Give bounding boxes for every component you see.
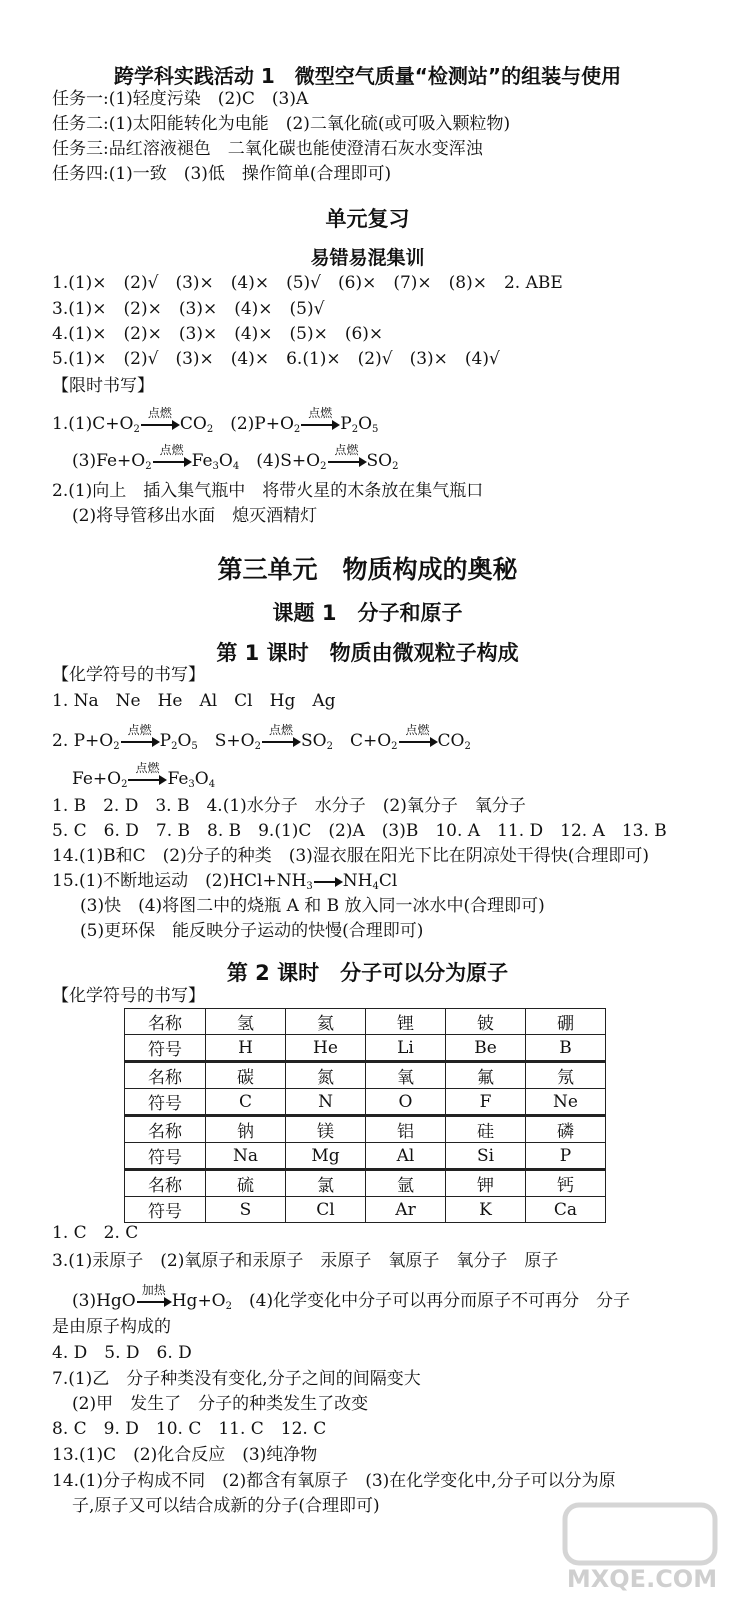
error-training-heading: 易错易混集训 xyxy=(310,247,425,269)
task-3: 任务三:品红溶液褪色 二氧化碳也能使澄清石灰水变浑浊 xyxy=(52,139,483,159)
table-row: 名称 硫 氯 氩 钾 钙 xyxy=(125,1170,606,1197)
gas-line-2: (2)将导管移出水面 熄灭酒精灯 xyxy=(72,506,318,526)
reaction-arrow: 点燃 xyxy=(398,730,438,752)
gas-line-1: 2.(1)向上 插入集气瓶中 将带火星的木条放在集气瓶口 xyxy=(52,481,484,501)
p2-answer-13: 13.(1)C (2)化合反应 (3)纯净物 xyxy=(52,1445,318,1465)
p2-answer-7: 7.(1)乙 分子种类没有变化,分子之间的间隔变大 xyxy=(52,1369,421,1389)
task-2: 任务二:(1)太阳能转化为电能 (2)二氧化硫(或可吸入颗粒物) xyxy=(52,114,511,134)
p2-answer-3c: 是由原子构成的 xyxy=(52,1317,171,1337)
unit-review-heading: 单元复习 xyxy=(325,207,410,231)
review-line-3: 4.(1)× (2)× (3)× (4)× (5)× (6)× xyxy=(52,324,384,344)
equation-line-4: $Fe+O_2$ 点燃 $Fe_3O_4$ xyxy=(72,761,216,790)
p1-answers-3: 14.(1)B和C (2)分子的种类 (3)湿衣服在阳光下比在阴凉处干得快(合理即可) xyxy=(52,846,650,866)
equation-line-2: $(3)Fe+O_2$ 点燃 $Fe_3O_4$ $(4)S+O_2$ 点燃 $SO_2$ xyxy=(72,443,399,472)
p2-answer-1: 1. C 2. C xyxy=(52,1223,139,1243)
table-row: 符号 C N O F Ne xyxy=(125,1089,606,1116)
symbol-writing-label-2: 【化学符号的书写】 xyxy=(52,986,205,1006)
p1-answers-2: 5. C 6. D 7. B 8. B 9.(1)C (2)A (3)B 10. A 11. D 12. A 13. B xyxy=(52,821,667,841)
reaction-arrow: 加热 xyxy=(136,1290,172,1312)
reaction-arrow: 点燃 xyxy=(127,768,167,790)
reaction-arrow: 点燃 xyxy=(261,730,301,752)
task-1: 任务一:(1)轻度污染 (2)C (3)A xyxy=(52,89,309,109)
table-row: 符号 Na Mg Al Si P xyxy=(125,1143,606,1170)
p2-answer-8: 8. C 9. D 10. C 11. C 12. C xyxy=(52,1419,327,1439)
reaction-arrow: 点燃 xyxy=(300,413,340,435)
activity-title: 跨学科实践活动 1 微型空气质量“检测站”的组装与使用 xyxy=(113,64,622,88)
unit3-title: 第三单元 物质构成的奥秘 xyxy=(217,555,518,584)
q15-line-1: 15.(1)不断地运动 $(2)HCl+NH_3$ $NH_4Cl$ xyxy=(52,871,398,892)
review-line-1: 1.(1)× (2)√ (3)× (4)× (5)√ (6)× (7)× (8)× 2. ABE xyxy=(52,273,563,293)
task-4: 任务四:(1)一致 (3)低 操作简单(合理即可) xyxy=(52,164,392,184)
p2-answer-3: 3.(1)汞原子 (2)氧原子和汞原子 汞原子 氧原子 氧分子 原子 xyxy=(52,1251,559,1271)
p2-answer-14b: 子,原子又可以结合成新的分子(合理即可) xyxy=(72,1496,380,1516)
p2-answer-7b: (2)甲 发生了 分子的种类发生了改变 xyxy=(72,1394,369,1414)
review-line-4: 5.(1)× (2)√ (3)× (4)× 6.(1)× (2)√ (3)× (4)√ xyxy=(52,349,500,369)
reaction-arrow xyxy=(313,870,343,892)
symbols-line: 1. Na Ne He Al Cl Hg Ag xyxy=(52,691,336,711)
timed-writing-label: 【限时书写】 xyxy=(52,376,154,396)
lesson1-title: 课题 1 分子和原子 xyxy=(272,601,463,625)
q15-line-3: (5)更环保 能反映分子运动的快慢(合理即可) xyxy=(80,921,424,941)
reaction-arrow: 点燃 xyxy=(140,413,180,435)
watermark-text: MXQE.COM xyxy=(566,1565,718,1593)
reaction-arrow: 点燃 xyxy=(152,450,192,472)
table-row: 名称 钠 镁 铝 硅 磷 xyxy=(125,1116,606,1143)
period2-title: 第 2 课时 分子可以分为原子 xyxy=(226,961,509,985)
table-row: 名称 氢 氦 锂 铍 硼 xyxy=(125,1009,606,1035)
q15-line-2: (3)快 (4)将图二中的烧瓶 A 和 B 放入同一冰水中(合理即可) xyxy=(80,896,545,916)
reaction-arrow: 点燃 xyxy=(120,730,160,752)
equation-line-3: 2. $P+O_2$ 点燃 $P_2O_5$ $S+O_2$ 点燃 $SO_2$ $C+O_2$ 点燃 $CO_2$ xyxy=(52,723,471,752)
symbol-writing-label: 【化学符号的书写】 xyxy=(52,665,205,685)
period1-title: 第 1 课时 物质由微观粒子构成 xyxy=(216,641,519,665)
reaction-arrow: 点燃 xyxy=(327,450,367,472)
p1-answers-1: 1. B 2. D 3. B 4.(1)水分子 水分子 (2)氧分子 氧分子 xyxy=(52,796,526,816)
watermark-logo xyxy=(557,1501,727,1596)
table-row: 符号 S Cl Ar K Ca xyxy=(125,1197,606,1223)
p2-answer-3b: (3)HgO 加热 $Hg+O_2$ (4)化学变化中分子可以再分而原子不可再分 分子 xyxy=(72,1283,631,1312)
table-row: 符号 H He Li Be B xyxy=(125,1035,606,1062)
table-row: 名称 碳 氮 氧 氟 氖 xyxy=(125,1062,606,1089)
element-table xyxy=(124,1008,606,1223)
equation-line-1: $1.(1)C+O_2$ 点燃 $CO_2$ $(2)P+O_2$ 点燃 $P_2O_5$ xyxy=(52,406,379,435)
p2-answer-14: 14.(1)分子构成不同 (2)都含有氧原子 (3)在化学变化中,分子可以分为原 xyxy=(52,1471,616,1491)
p2-answer-4: 4. D 5. D 6. D xyxy=(52,1343,192,1363)
review-line-2: 3.(1)× (2)× (3)× (4)× (5)√ xyxy=(52,299,325,319)
